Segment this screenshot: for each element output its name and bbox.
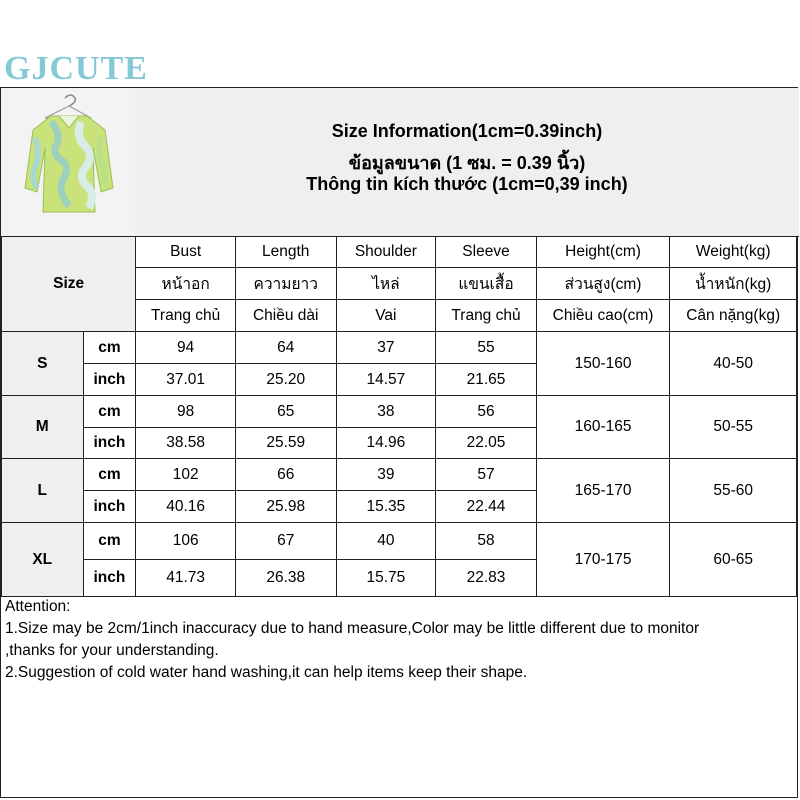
col-header-en: Shoulder: [336, 237, 436, 268]
length-inch: 25.59: [235, 428, 336, 459]
size-table: [1, 236, 797, 597]
unit-inch: inch: [83, 364, 136, 396]
shirt-on-hanger-icon: [1, 88, 135, 236]
header-line-th: ข้อมูลขนาด (1 ซม. = 0.39 นิ้ว): [348, 153, 586, 173]
length-inch: 25.98: [235, 491, 336, 523]
size-chart-sheet: [0, 87, 798, 798]
product-photo: [1, 88, 136, 236]
col-header-th: แขนเสื้อ: [436, 268, 537, 300]
shoulder-inch: 15.35: [336, 491, 436, 523]
col-header-vi: Chiều dài: [235, 300, 336, 332]
size-column-title: Size: [2, 237, 136, 332]
bust-inch: 38.58: [136, 428, 236, 459]
shoulder-inch: 15.75: [336, 560, 436, 597]
col-header-th: น้ำหนัก(kg): [670, 268, 797, 300]
sleeve-cm: 57: [436, 459, 537, 491]
col-header-th: ความยาว: [235, 268, 336, 300]
weight-range: 50-55: [670, 396, 797, 459]
attention-notes: [5, 596, 785, 684]
height-range: 160-165: [536, 396, 670, 459]
length-inch: 25.20: [235, 364, 336, 396]
col-header-en: Length: [235, 237, 336, 268]
length-cm: 64: [235, 332, 336, 364]
col-header-vi: Vai: [336, 300, 436, 332]
col-header-en: Bust: [136, 237, 236, 268]
length-inch: 26.38: [235, 560, 336, 597]
size-label: M: [2, 396, 84, 459]
size-label: S: [2, 332, 84, 396]
sleeve-cm: 58: [436, 523, 537, 560]
bust-inch: 37.01: [136, 364, 236, 396]
col-header-th: หน้าอก: [136, 268, 236, 300]
unit-inch: inch: [83, 491, 136, 523]
unit-cm: cm: [83, 459, 136, 491]
shoulder-cm: 37: [336, 332, 436, 364]
col-header-en: Weight(kg): [670, 237, 797, 268]
note-line: ,thanks for your understanding.: [5, 642, 219, 659]
sleeve-cm: 56: [436, 396, 537, 428]
col-header-vi: Trang chủ: [136, 300, 236, 332]
height-range: 170-175: [536, 523, 670, 597]
col-header-en: Sleeve: [436, 237, 537, 268]
length-cm: 66: [235, 459, 336, 491]
col-header-en: Height(cm): [536, 237, 670, 268]
sleeve-inch: 22.44: [436, 491, 537, 523]
size-label: XL: [2, 523, 84, 597]
shoulder-inch: 14.96: [336, 428, 436, 459]
unit-inch: inch: [83, 428, 136, 459]
unit-inch: inch: [83, 560, 136, 597]
note-line: 2.Suggestion of cold water hand washing,it can help items keep their shape.: [5, 664, 528, 681]
size-label: L: [2, 459, 84, 523]
length-cm: 67: [235, 523, 336, 560]
unit-cm: cm: [83, 523, 136, 560]
col-header-th: ไหล่: [336, 268, 436, 300]
header-line-vi: Thông tin kích thước (1cm=0,39 inch): [306, 174, 628, 194]
bust-cm: 102: [136, 459, 236, 491]
sleeve-inch: 22.05: [436, 428, 537, 459]
col-header-th: ส่วนสูง(cm): [536, 268, 670, 300]
unit-cm: cm: [83, 332, 136, 364]
notes-heading: Attention:: [5, 598, 71, 615]
col-header-vi: Chiều cao(cm): [536, 300, 670, 332]
note-line: 1.Size may be 2cm/1inch inaccuracy due to hand measure,Color may be little different due to monitor: [5, 620, 700, 637]
height-range: 165-170: [536, 459, 670, 523]
weight-range: 55-60: [670, 459, 797, 523]
size-info-header: [135, 88, 799, 237]
bust-cm: 106: [136, 523, 236, 560]
shoulder-inch: 14.57: [336, 364, 436, 396]
height-range: 150-160: [536, 332, 670, 396]
weight-range: 60-65: [670, 523, 797, 597]
bust-inch: 41.73: [136, 560, 236, 597]
sleeve-inch: 22.83: [436, 560, 537, 597]
col-header-vi: Trang chủ: [436, 300, 537, 332]
unit-cm: cm: [83, 396, 136, 428]
header-line-en: Size Information(1cm=0.39inch): [331, 121, 603, 141]
shoulder-cm: 39: [336, 459, 436, 491]
length-cm: 65: [235, 396, 336, 428]
col-header-vi: Cân nặng(kg): [670, 300, 797, 332]
weight-range: 40-50: [670, 332, 797, 396]
bust-inch: 40.16: [136, 491, 236, 523]
bust-cm: 94: [136, 332, 236, 364]
shoulder-cm: 38: [336, 396, 436, 428]
brand-logo: GJCUTE: [4, 50, 148, 87]
bust-cm: 98: [136, 396, 236, 428]
sleeve-cm: 55: [436, 332, 537, 364]
shoulder-cm: 40: [336, 523, 436, 560]
sleeve-inch: 21.65: [436, 364, 537, 396]
